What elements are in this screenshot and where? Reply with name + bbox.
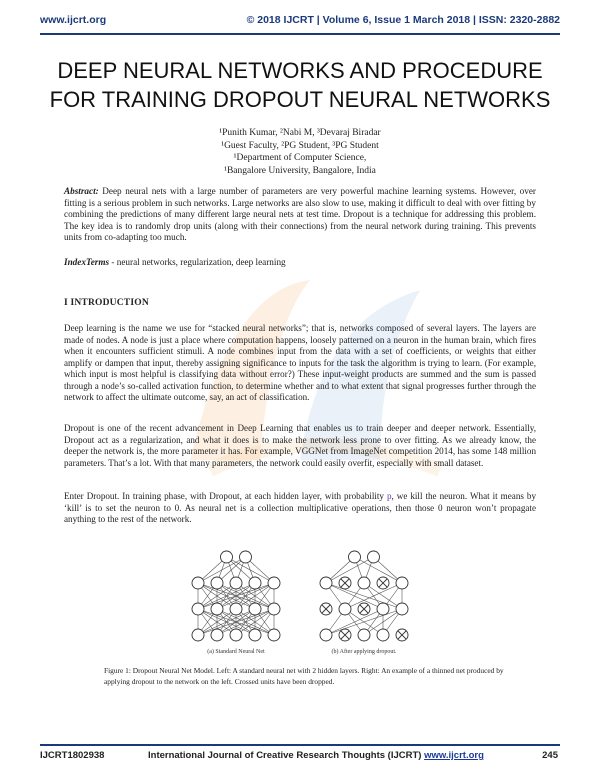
title-line-1: DEEP NEURAL NETWORKS AND PROCEDURE bbox=[57, 58, 543, 83]
footer-divider bbox=[40, 744, 560, 746]
net-unit bbox=[268, 603, 280, 615]
net-unit bbox=[268, 577, 280, 589]
net-unit bbox=[268, 629, 280, 641]
author-names: ¹Punith Kumar, ²Nabi M, ³Devaraj Biradar bbox=[219, 128, 381, 138]
net-unit bbox=[211, 603, 223, 615]
dropout-neural-net-diagram bbox=[306, 545, 422, 645]
intro-paragraph-2: Dropout is one of the recent advancement in Deep Learning that enables us to train deeper and deeper network. Essentially, Dropout act as a regularization, and what it does is to make the network less prone to over fitting. As we already know, the deeper the network is, the more parameter it has. For example, VGGNet from ImageNet competition 2014, has some 148 million parameters. That’s a lot. With that many parameters, the network could easily overfit, especially with small dataset. bbox=[64, 423, 536, 468]
paper-title bbox=[30, 56, 570, 114]
dropout-net-label: (b) After applying dropout. bbox=[331, 649, 397, 655]
net-unit bbox=[349, 551, 361, 563]
header-divider bbox=[40, 33, 560, 35]
index-terms-label: IndexTerms bbox=[64, 257, 110, 267]
index-terms-text: - neural networks, regularization, deep learning bbox=[109, 257, 286, 267]
section-heading-introduction: I INTRODUCTION bbox=[64, 298, 149, 308]
net-unit bbox=[249, 629, 261, 641]
standard-net-label: (a) Standard Neural Net bbox=[207, 649, 265, 655]
author-roles: ¹Guest Faculty, ²PG Student, ³PG Student bbox=[221, 140, 379, 151]
index-terms bbox=[64, 257, 536, 269]
page-footer bbox=[40, 750, 560, 764]
abstract bbox=[64, 186, 536, 244]
net-unit bbox=[377, 603, 389, 615]
net-unit bbox=[249, 577, 261, 589]
net-unit bbox=[358, 629, 370, 641]
net-unit bbox=[320, 629, 332, 641]
intro-paragraph-3 bbox=[64, 491, 536, 526]
intro-paragraph-1: Deep learning is the name we use for “stacked neural networks”; that is, networks composed of several layers. The layers are made of nodes. A node is just a place where computation happens, loosely patterned on a neuron in the human brain, which fires when it encounters sufficient stimuli. A node combines input from the data with a set of coefficients, or weights that either amplify or dampen that input, thereby assigning significance to inputs for the task the algorithm is trying to learn. (For example, which input is most helpful is classifying data without error?) These input-weight products are summed and the sum is passed through a node’s so-called activation function, to determine whether and to what extent that signal progresses further through the network to affect the ultimate outcome, say, an act of classification. bbox=[64, 323, 536, 402]
footer-website-link[interactable]: www.ijcrt.org bbox=[424, 750, 484, 761]
net-unit bbox=[230, 629, 242, 641]
net-unit bbox=[192, 603, 204, 615]
dropout-net-panel bbox=[306, 545, 422, 663]
net-unit bbox=[240, 551, 252, 563]
net-unit bbox=[192, 577, 204, 589]
paper-id: IJCRT1802938 bbox=[40, 750, 105, 761]
footer-journal-name: International Journal of Creative Research Thoughts (IJCRT) bbox=[148, 750, 422, 761]
footer-journal bbox=[148, 750, 484, 761]
net-unit bbox=[368, 551, 380, 563]
standard-neural-net-diagram bbox=[178, 545, 294, 645]
figure-caption: Figure 1: Dropout Neural Net Model. Left: A standard neural net with 2 hidden layers. Right: An example of a thinned net produced by applying dropout to the network on the left. Crossed units have been dropped. bbox=[104, 666, 504, 686]
author-department: ¹Department of Computer Science, bbox=[233, 153, 367, 163]
page-number: 245 bbox=[542, 750, 558, 761]
dropout-figure bbox=[178, 545, 422, 663]
net-connection bbox=[326, 609, 383, 635]
net-unit bbox=[192, 629, 204, 641]
net-unit bbox=[211, 577, 223, 589]
author-university: ¹Bangalore University, Bangalore, India bbox=[224, 165, 376, 176]
page-header bbox=[40, 14, 560, 32]
net-unit bbox=[396, 577, 408, 589]
net-unit bbox=[230, 603, 242, 615]
net-unit bbox=[358, 577, 370, 589]
journal-website[interactable]: www.ijcrt.org bbox=[40, 14, 107, 26]
net-unit bbox=[320, 577, 332, 589]
net-unit bbox=[230, 577, 242, 589]
paragraph-3-text-start: Enter Dropout. In training phase, with Dropout, at each hidden layer, with probability bbox=[64, 491, 387, 501]
probability-symbol: p bbox=[386, 491, 392, 501]
author-block bbox=[0, 127, 600, 177]
paragraph-3-text-end: , we kill the neuron. What it means by ‘kill’ is to set the neuron to 0. As neural net is a collection multiplicative operations, then those 0 neuron won’t propagate anything to the rest of the network. bbox=[64, 491, 536, 524]
abstract-text: Deep neural nets with a large number of parameters are very powerful machine learning systems. However, over fitting is a serious problem in such networks. Large networks are also slow to use, making it difficult to deal with over fitting by combining the predictions of many different large neural nets at test time. Dropout is a technique for addressing this problem. The key idea is to randomly drop units (along with their connections) from the neural network during training. This prevents units from co-adapting too much. bbox=[64, 186, 536, 242]
abstract-label: Abstract: bbox=[64, 186, 99, 196]
net-unit bbox=[211, 629, 223, 641]
net-unit bbox=[377, 629, 389, 641]
net-unit bbox=[339, 603, 351, 615]
standard-net-panel bbox=[178, 545, 294, 663]
journal-volume-info: © 2018 IJCRT | Volume 6, Issue 1 March 2018 | ISSN: 2320-2882 bbox=[246, 14, 560, 26]
title-line-2: FOR TRAINING DROPOUT NEURAL NETWORKS bbox=[49, 87, 551, 112]
net-unit bbox=[249, 603, 261, 615]
net-unit bbox=[396, 603, 408, 615]
net-unit bbox=[221, 551, 233, 563]
net-connection bbox=[345, 583, 402, 609]
